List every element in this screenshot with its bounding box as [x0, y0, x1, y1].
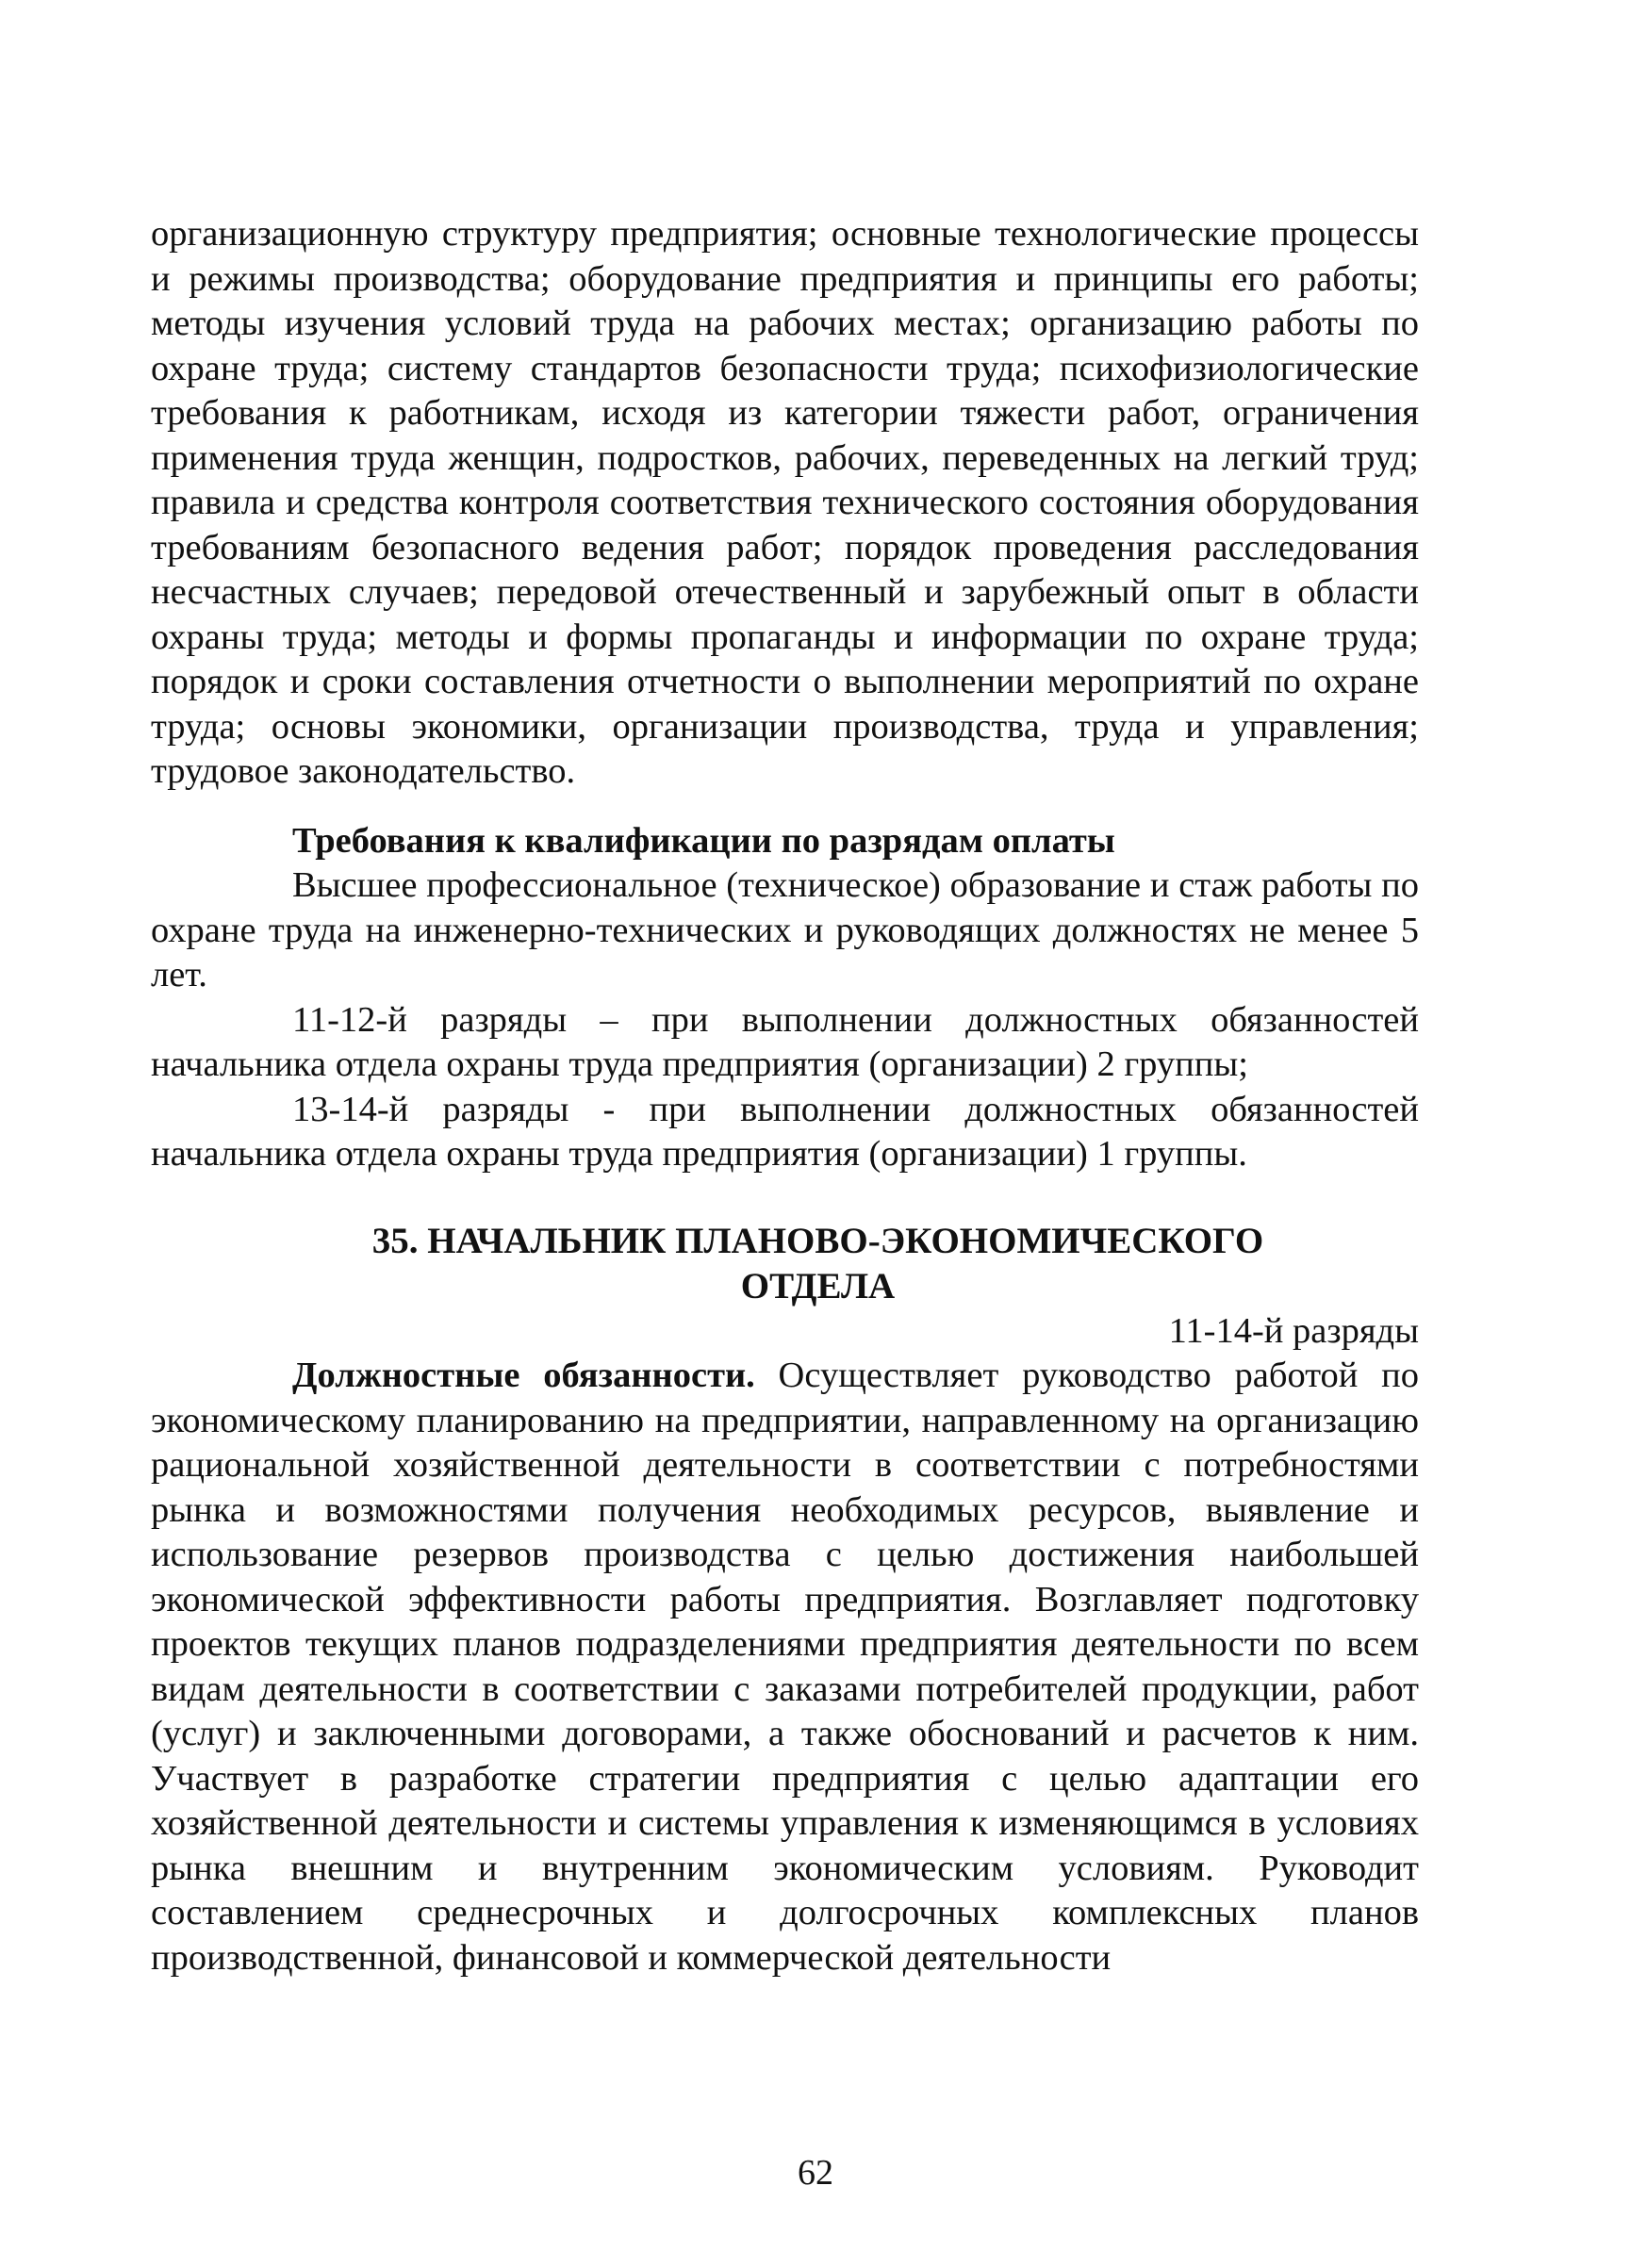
section-grades: 11-14-й разряды	[1168, 1310, 1419, 1351]
page-number: 62	[798, 2153, 833, 2193]
grades-13-14-paragraph: 13-14-й разряды - при выполнении должностных обязанностей начальника отдела охраны труда предприятия (организации) 1 группы.	[151, 1089, 1419, 1174]
qualification-heading: Требования к квалификации по разрядам оплаты	[292, 820, 1115, 861]
qualification-education-paragraph: Высшее профессиональное (техническое) образование и стаж работы по охране труда на инженерно-технических и руководящих должностях не менее 5 лет.	[151, 865, 1419, 994]
page-body	[151, 212, 1419, 1980]
duties-label: Должностные обязанности.	[292, 1356, 755, 1395]
continuation-paragraph: организационную структуру предприятия; основные технологические процессы и режимы производства; оборудование предприятия и принципы его работы; методы изучения условий труда на рабочих местах; организацию работы по охране труда; систему стандартов безопасности труда; психофизиологические требования к работникам, исходя из категории тяжести работ, ограничения применения труда женщин, подростков, рабочих, переведенных на легкий труд; правила и средства контроля соответствия технического состояния оборудования требованиям безопасного ведения работ; порядок проведения расследования несчастных случаев; передовой отечественный и зарубежный опыт в области охраны труда; методы и формы пропаганды и информации по охране труда; порядок и сроки составления отчетности о выполнении мероприятий по охране труда; основы экономики, организации производства, труда и управления; трудовое законодательство.	[151, 214, 1419, 791]
grades-11-12-paragraph: 11-12-й разряды – при выполнении должностных обязанностей начальника отдела охраны труда предприятия (организации) 2 группы;	[151, 999, 1419, 1084]
section-title-line2: ОТДЕЛА	[740, 1265, 896, 1307]
duties-paragraph	[151, 1354, 1419, 1980]
duties-text: Осуществляет руководство работой по экономическому планированию на предприятии, направленному на организацию рациональной хозяйственной деятельности в соответствии с потребностями рынка и возможностями получения необходимых ресурсов, выявление и использование резервов производства с целью достижения наибольшей экономической эффективности работы предприятия. Возглавляет подготовку проектов текущих планов подразделениями предприятия деятельности по всем видам деятельности в соответствии с заказами потребителей продукции, работ (услуг) и заключенными договорами, а также обоснований и расчетов к ним. Участвует в разработке стратегии предприятия с целью адаптации его хозяйственной деятельности и системы управления к изменяющимся в условиях рынка внешним и внутренним экономическим условиям. Руководит составлением среднесрочных и долгосрочных комплексных планов производственной, финансовой и коммерческой деятельности	[151, 1356, 1419, 1978]
section-title-line1: 35. НАЧАЛЬНИК ПЛАНОВО-ЭКОНОМИЧЕСКОГО	[371, 1220, 1264, 1261]
section-title	[151, 1219, 1419, 1309]
